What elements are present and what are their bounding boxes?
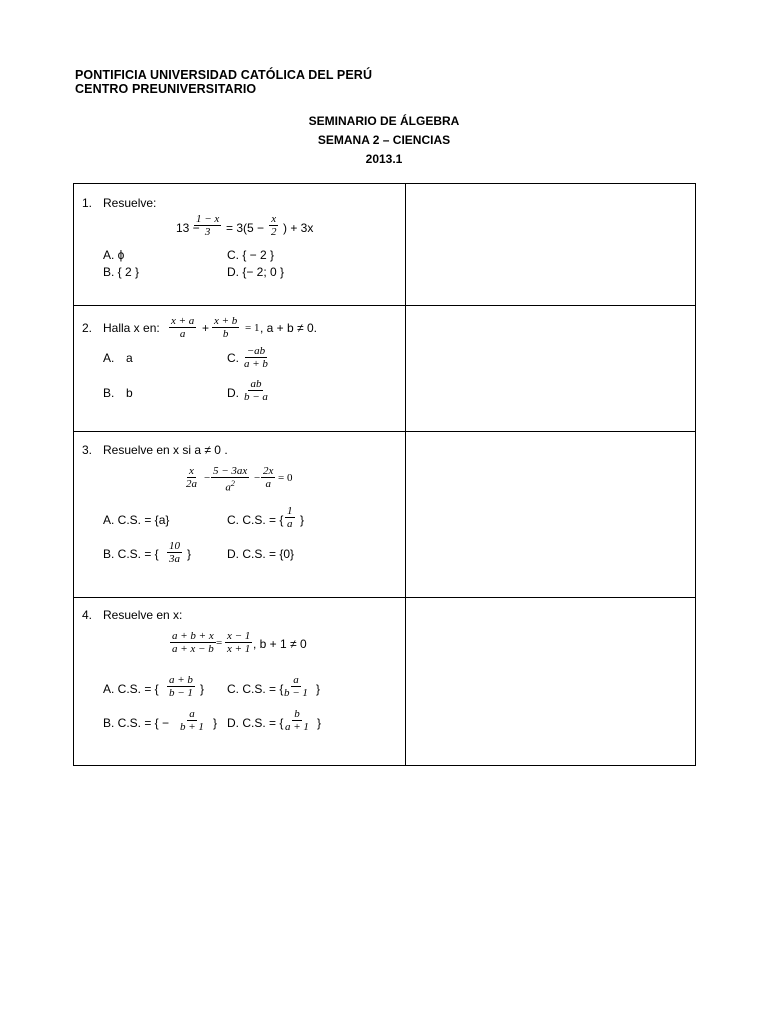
problem-row-3 — [74, 432, 696, 598]
equation-fraction: $\frac{1 - x}{3}$ — [196, 213, 220, 238]
problem-row-4 — [74, 598, 696, 766]
equation-fraction: $\frac{5 - 3ax}{a^2}$ — [213, 465, 248, 494]
option-b-fraction: $\frac{a}{b + 1}$ — [180, 708, 204, 733]
option-c-prefix: C. C.S. = { — [227, 513, 284, 527]
work-space-3 — [406, 432, 696, 598]
problem-cell-4 — [74, 598, 406, 766]
option-d-label: D. — [227, 386, 239, 400]
option-b-prefix: B. C.S. = { — [103, 547, 159, 561]
option-d-prefix: D. C.S. = { — [227, 716, 284, 730]
option-c-label: C. — [227, 351, 239, 365]
option-d-suffix: } — [317, 716, 322, 730]
option-c-fraction: $\frac{1}{a}$ — [287, 505, 293, 530]
option-c-suffix: } — [316, 682, 321, 696]
equation-equals: = — [216, 637, 223, 649]
term-title: 2013.1 — [365, 152, 403, 166]
problem-number: 1. — [82, 196, 93, 210]
problem-prompt: Halla x en: — [103, 321, 160, 335]
work-space-1 — [406, 184, 696, 306]
option-d: D. {− 2; 0 } — [227, 265, 285, 279]
option-d: D. C.S. = {0} — [227, 547, 295, 561]
center-name: CENTRO PREUNIVERSITARIO — [75, 82, 257, 96]
option-a: A. ϕ — [103, 248, 125, 262]
option-b-prefix: B. C.S. = { − — [103, 716, 170, 730]
option-c-prefix: C. C.S. = { — [227, 682, 284, 696]
problem-cell-1 — [74, 184, 406, 306]
option-d-fraction: $\frac{b}{a + 1}$ — [285, 708, 309, 733]
option-d-fraction: $\frac{ab}{b - a}$ — [244, 378, 268, 403]
option-b-suffix: } — [187, 547, 192, 561]
equation-minus: − — [254, 472, 261, 484]
option-a-value: a — [126, 351, 133, 365]
seminar-title: SEMINARIO DE ÁLGEBRA — [308, 114, 460, 128]
option-c-suffix: } — [300, 513, 305, 527]
option-c: C. { − 2 } — [227, 248, 275, 262]
option-b-value: b — [126, 386, 133, 400]
equation-condition: , b + 1 ≠ 0 — [253, 637, 307, 651]
equation-tail: ) + 3x — [283, 221, 314, 235]
problem-number: 4. — [82, 608, 93, 622]
problem-row-2 — [74, 306, 696, 432]
option-b-label: B. — [103, 386, 115, 400]
problem-number: 3. — [82, 443, 93, 457]
equation-middle: = 3(5 − — [226, 221, 265, 235]
option-a-suffix: } — [200, 682, 205, 696]
option-b-suffix: } — [213, 716, 218, 730]
problem-prompt: Resuelve en x si a ≠ 0 . — [103, 443, 228, 457]
equation-fraction: $\frac{x - 1}{x + 1}$ — [227, 630, 251, 655]
equation-plus: + — [202, 321, 210, 335]
work-space-4 — [406, 598, 696, 766]
work-space-2 — [406, 306, 696, 432]
equation-condition: , a + b ≠ 0. — [260, 321, 317, 335]
option-a: A. C.S. = {a} — [103, 513, 170, 527]
option-b: B. { 2 } — [103, 265, 140, 279]
exercise-table — [73, 183, 696, 766]
equation-equals: = 1 — [245, 322, 260, 334]
option-a-fraction: $\frac{a + b}{b - 1}$ — [169, 674, 193, 699]
equation-fraction: $\frac{a + b + x}{a + x - b}$ — [172, 630, 214, 655]
equation-fraction: $\frac{x}{2}$ — [271, 213, 277, 238]
problem-prompt: Resuelve: — [103, 196, 157, 210]
problem-number: 2. — [82, 321, 93, 335]
problem-cell-3 — [74, 432, 406, 598]
problem-cell-2 — [74, 306, 406, 432]
equation-fraction: $\frac{2x}{a}$ — [263, 465, 274, 490]
equation-fraction: $\frac{x + a}{a}$ — [171, 315, 195, 340]
equation-lead: 13 − — [176, 221, 200, 235]
week-title: SEMANA 2 – CIENCIAS — [317, 133, 451, 147]
university-name: PONTIFICIA UNIVERSIDAD CATÓLICA DEL PERÚ — [75, 68, 373, 82]
option-c-fraction: $\frac{-ab}{a + b}$ — [244, 345, 268, 370]
option-a-label: A. — [103, 351, 115, 365]
problem-row-1 — [74, 184, 696, 306]
option-b-fraction: $\frac{10}{3a}$ — [169, 540, 180, 565]
equation-fraction: $\frac{x}{2a}$ — [186, 465, 197, 490]
equation-minus: − — [204, 472, 211, 484]
equation-equals: = 0 — [278, 472, 293, 484]
option-a-prefix: A. C.S. = { — [103, 682, 159, 696]
equation-fraction: $\frac{x + b}{b}$ — [214, 315, 238, 340]
option-c-fraction: $\frac{a}{b - 1}$ — [284, 674, 308, 699]
problem-prompt: Resuelve en x: — [103, 608, 183, 622]
